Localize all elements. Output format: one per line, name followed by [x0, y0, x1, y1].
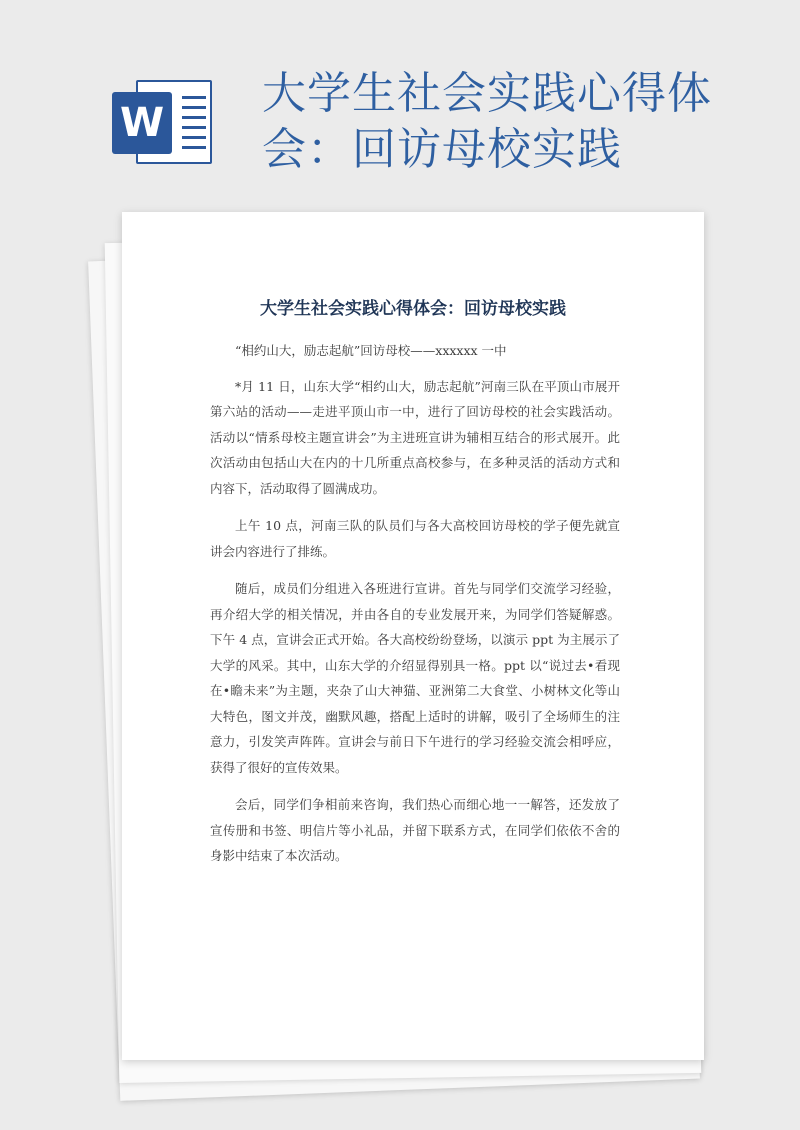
header-banner [0, 0, 800, 200]
word-badge: W [112, 92, 172, 154]
paragraph: *月 11 日，山东大学“相约山大，励志起航”河南三队在平顶山市展开第六站的活动——走进平顶山市一中，进行了回访母校的社会实践活动。活动以“情系母校主题宣讲会”为主进班宣讲为辅相互结合的形式展开。此次活动由包括山大在内的十几所重点高校参与，在多种灵活的活动方式和内容下，活动取得了圆满成功。 [210, 378, 620, 496]
paragraph: 会后，同学们争相前来咨询，我们热心而细心地一一解答，还发放了宣传册和书签、明信片等小礼品，并留下联系方式，在同学们依依不舍的身影中结束了本次活动。 [210, 797, 620, 863]
document-body [210, 338, 620, 881]
word-document-icon [112, 72, 212, 172]
header-title: 大学生社会实践心得体会：回访母校实践 [262, 68, 712, 175]
document-subtitle: “相约山大，励志起航”回访母校——xxxxxx 一中 [235, 343, 507, 358]
document-page [122, 212, 704, 1060]
paragraph: 随后，成员们分组进入各班进行宣讲。首先与同学们交流学习经验，再介绍大学的相关情况，并由各自的专业发展开来，为同学们答疑解惑。下午 4 点，宣讲会正式开始。各大高校纷纷登场，以演示 ppt 为主展示了大学的风采。其中，山东大学的介绍显得别具一格。ppt 以“说过去•看现在•瞻未来”为主题，夹杂了山大神猫、亚洲第二大食堂、小树林文化等山大特色，图文并茂，幽默风趣，搭配上适时的讲解，吸引了全场师生的注意力，引发笑声阵阵。宣讲会与前日下午进行的学习经验交流会相呼应，获得了很好的宣传效果。 [210, 581, 620, 775]
document-title: 大学生社会实践心得体会：回访母校实践 [260, 299, 566, 319]
paragraph: 上午 10 点，河南三队的队员们与各大高校回访母校的学子便先就宣讲会内容进行了排练。 [210, 518, 620, 559]
